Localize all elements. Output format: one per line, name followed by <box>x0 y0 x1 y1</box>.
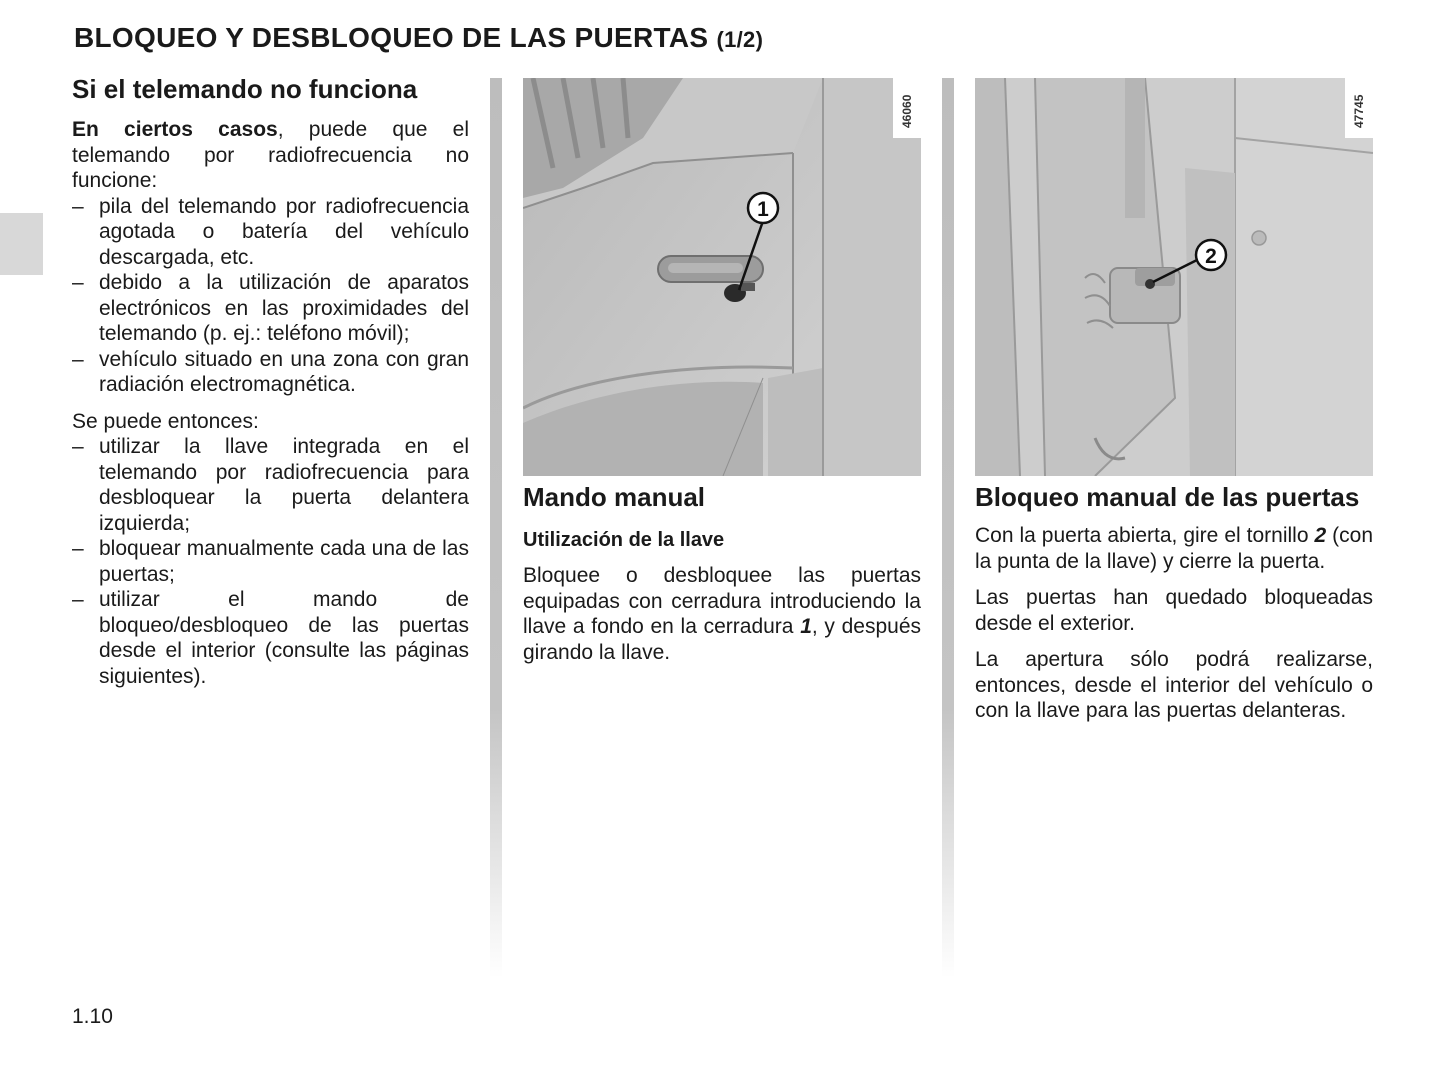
intro-bold: En ciertos casos <box>72 118 278 141</box>
door-screw-drawing <box>975 78 1373 476</box>
opening-paragraph: La apertura sólo podrá realizarse, entonces, desde el interior del vehículo o con la llave para las puertas delanteras. <box>975 648 1373 722</box>
intro-rest: , puede que el telemando por radiofrecuencia no funcione: <box>72 118 469 192</box>
figure-code-46060: 46060 <box>900 94 914 128</box>
locked-outside-paragraph: Las puertas han quedado bloqueadas desde el exterior. <box>975 586 1373 635</box>
section-tab-marker <box>0 213 43 275</box>
ref-lock-1: 1 <box>800 615 812 638</box>
page-title <box>74 22 763 54</box>
manual-door-lock-heading: Bloqueo manual de las puertas <box>975 482 1360 512</box>
left-column <box>72 74 469 689</box>
intro-paragraph <box>72 117 469 194</box>
column-divider-left <box>490 78 502 978</box>
right-column <box>975 78 1373 724</box>
figure-code-47745: 47745 <box>1352 94 1366 128</box>
list-item: – vehículo situado en una zona con gran radiación electromagnética. <box>72 347 469 398</box>
causes-list <box>72 194 469 398</box>
list-item: – debido a la utilización de aparatos electrónicos en las proximidades del telemando (p. ej.: teléfono móvil); <box>72 270 469 347</box>
ref-screw-2: 2 <box>1314 524 1327 547</box>
remote-not-working-heading: Si el telemando no funciona <box>72 74 418 104</box>
page-title-main: BLOQUEO Y DESBLOQUEO DE LAS PUERTAS <box>74 22 709 53</box>
door-lock-drawing <box>523 78 921 476</box>
key-usage-subheading: Utilización de la llave <box>523 529 725 551</box>
column-divider-right <box>942 78 954 978</box>
options-intro: Se puede entonces: <box>72 409 259 433</box>
options-list <box>72 434 469 689</box>
screw-paragraph: Con la puerta abierta, gire el tornillo 2 (con la punta de la llave) y cierre la puerta. <box>975 524 1373 573</box>
door-lock-illustration <box>523 78 921 476</box>
key-usage-paragraph: Bloquee o desbloquee las puertas equipadas con cerradura introduciendo la llave a fondo en la cerradura 1, y después girando la llave. <box>523 564 921 664</box>
callout-2-label: 2 <box>1205 245 1217 268</box>
list-item: – pila del telemando por radiofrecuencia agotada o batería del vehículo descargada, etc. <box>72 194 469 271</box>
manual-control-heading: Mando manual <box>523 482 706 512</box>
list-item: – bloquear manualmente cada una de las puertas; <box>72 536 469 587</box>
callout-1-label: 1 <box>757 198 769 221</box>
middle-column <box>523 78 921 665</box>
page-number: 1.10 <box>72 1005 113 1028</box>
list-item: – utilizar el mando de bloqueo/desbloqueo de las puertas desde el interior (consulte las páginas siguientes). <box>72 587 469 689</box>
door-screw-illustration <box>975 78 1373 476</box>
list-item: – utilizar la llave integrada en el telemando por radiofrecuencia para desbloquear la puerta delantera izquierda; <box>72 434 469 536</box>
page-title-suffix: (1/2) <box>716 27 764 52</box>
